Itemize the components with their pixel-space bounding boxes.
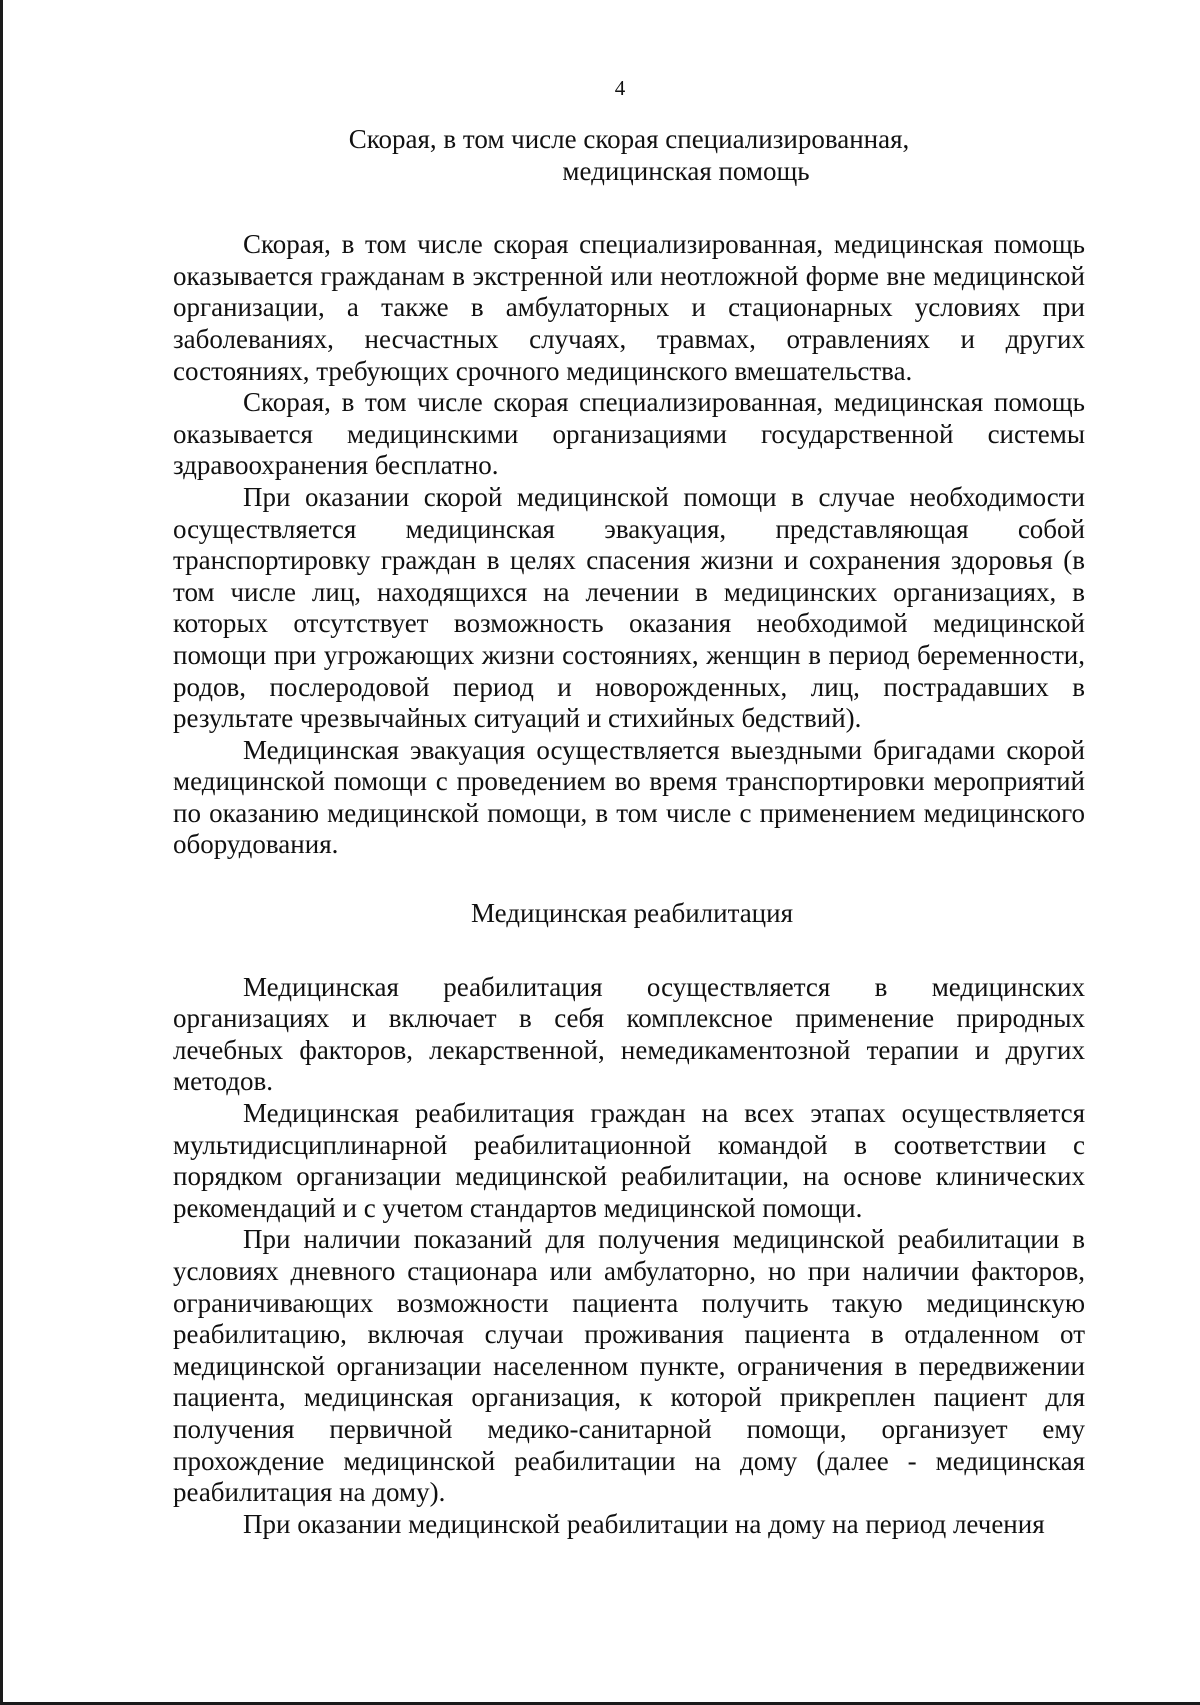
- scan-edge-left: [0, 0, 3, 1705]
- paragraph: Медицинская реабилитация граждан на всех этапах осуществляется мультидисциплинарной реабилитационной командой в соответствии с порядком организации медицинской реабилитации, на основе клинических рекомендаций и с учетом стандартов медицинской помощи.: [173, 1098, 1085, 1223]
- paragraph: Медицинская реабилитация осуществляется в медицинских организациях и включает в себя комплексное применение природных лечебных факторов, лекарственной, немедикаментозной терапии и других методов.: [173, 971, 1085, 1097]
- section-heading-line: медицинская помощь: [562, 155, 810, 186]
- paragraph: При оказании скорой медицинской помощи в случае необходимости осуществляется медицинская эвакуация, представляющая собой транспортировку граждан в целях спасения жизни и сохранения здоровья (в том числе лиц, находящихся на лечении в медицинских организациях, в которых отсутствует возможность оказания необходимой медицинской помощи при угрожающих жизни состояниях, женщин в период беременности, родов, послеродовой период и новорожденных, лиц, пострадавших в результате чрезвычайных ситуаций и стихийных бедствий).: [173, 481, 1085, 734]
- spacer: [173, 930, 1085, 972]
- paragraph: При наличии показаний для получения медицинской реабилитации в условиях дневного стационара или амбулаторно, но при наличии факторов, ограничивающих возможности пациента получить такую медицинскую реабилитацию, включая случаи проживания пациента в отдаленном от медицинской организации населенном пункте, ограничения в передвижении пациента, медицинская организация, к которой прикреплен пациент для получения первичной медико-санитарной помощи, организует ему прохождение медицинской реабилитации на дому (далее - медицинская реабилитация на дому).: [173, 1224, 1085, 1508]
- section-heading-line: Скорая, в том числе скорая специализированная,: [348, 124, 910, 154]
- paragraph: Скорая, в том числе скорая специализированная, медицинская помощь оказывается медицинскими организациями государственной системы здравоохранения бесплатно.: [173, 387, 1085, 481]
- spacer: [173, 187, 1085, 229]
- page-number: 4: [614, 76, 626, 100]
- spacer: [173, 861, 1085, 898]
- paragraph: Скорая, в том числе скорая специализированная, медицинская помощь оказывается гражданам в экстренной или неотложной форме вне медицинской организации, а также в амбулаторных и стационарных условиях при заболеваниях, несчастных случаях, травмах, отравлениях и других состояниях, требующих срочного медицинского вмешательства.: [173, 229, 1085, 386]
- section-heading-rehabilitation: Медицинская реабилитация: [471, 898, 793, 929]
- section-heading-emergency-care: [173, 124, 1085, 187]
- paragraph: Медицинская эвакуация осуществляется выездными бригадами скорой медицинской помощи с проведением во время транспортировки мероприятий по оказанию медицинской помощи, в том числе с применением медицинского оборудования.: [173, 734, 1085, 860]
- paragraph: При оказании медицинской реабилитации на дому на период лечения: [243, 1508, 1045, 1539]
- document-body: [173, 124, 1085, 1540]
